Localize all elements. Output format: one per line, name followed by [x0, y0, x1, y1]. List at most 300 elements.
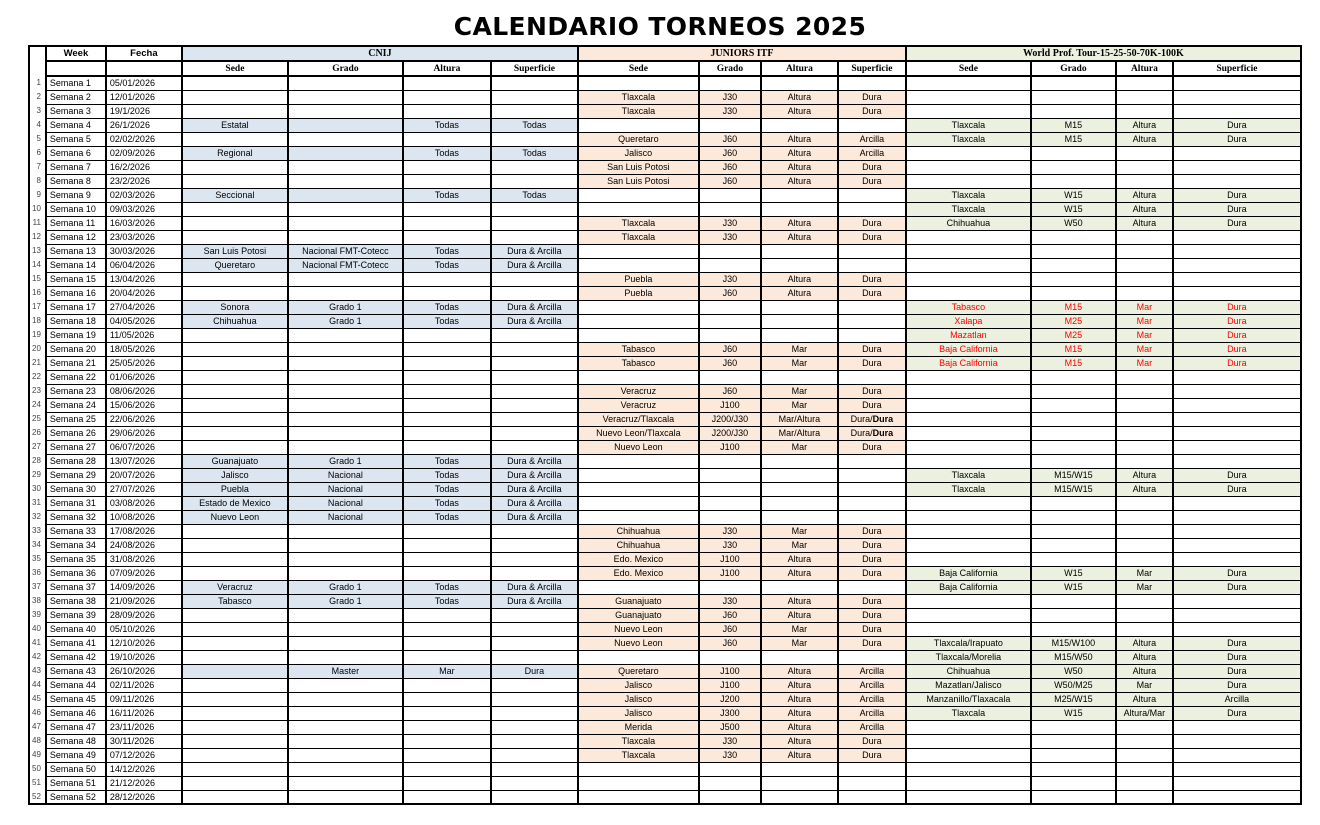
cnij-altura-cell [403, 342, 491, 356]
itf-superficie-cell: Dura [838, 524, 906, 538]
itf-altura-cell: Altura [761, 104, 838, 118]
world-sede-cell [906, 790, 1031, 804]
world-sede-cell: Tlaxcala [906, 482, 1031, 496]
itf-altura-cell [761, 314, 838, 328]
world-grado-cell [1031, 230, 1116, 244]
itf-sede-cell [578, 580, 699, 594]
cnij-sede-cell [182, 202, 288, 216]
sub-header-row [29, 61, 1301, 76]
world-superficie-cell: Dura [1173, 650, 1301, 664]
row-number: 19 [29, 328, 46, 342]
cnij-altura-cell [403, 608, 491, 622]
itf-grado-cell [699, 482, 761, 496]
row-number: 23 [29, 384, 46, 398]
fecha-cell: 06/04/2026 [106, 258, 182, 272]
cnij-sede-cell [182, 720, 288, 734]
cnij-sede-cell: Guanajuato [182, 454, 288, 468]
cnij-altura-cell [403, 720, 491, 734]
world-altura-cell [1116, 244, 1173, 258]
world-grado-cell [1031, 776, 1116, 790]
cnij-altura-header: Altura [403, 61, 491, 76]
itf-sede-cell: Tlaxcala [578, 90, 699, 104]
world-superficie-cell [1173, 90, 1301, 104]
itf-superficie-cell: Dura [838, 608, 906, 622]
world-sede-cell [906, 594, 1031, 608]
world-sede-cell [906, 384, 1031, 398]
itf-altura-cell: Altura [761, 594, 838, 608]
world-sede-cell [906, 104, 1031, 118]
itf-grado-cell: J100 [699, 398, 761, 412]
itf-sede-cell: Puebla [578, 286, 699, 300]
world-superficie-cell: Dura [1173, 356, 1301, 370]
world-grado-cell [1031, 286, 1116, 300]
cnij-sede-cell [182, 440, 288, 454]
cnij-altura-cell: Todas [403, 496, 491, 510]
cnij-sede-cell: Estatal [182, 118, 288, 132]
fecha-cell: 28/09/2026 [106, 608, 182, 622]
fecha-cell: 24/08/2026 [106, 538, 182, 552]
itf-grado-cell: J30 [699, 272, 761, 286]
cnij-superficie-cell [491, 678, 578, 692]
world-sede-cell: Mazatlan/Jalisco [906, 678, 1031, 692]
itf-altura-cell [761, 496, 838, 510]
week-row [29, 244, 1301, 258]
cnij-superficie-cell [491, 412, 578, 426]
world-superficie-cell: Dura [1173, 580, 1301, 594]
row-number: 34 [29, 538, 46, 552]
world-superficie-cell: Dura [1173, 678, 1301, 692]
week-cell: Semana 19 [46, 328, 106, 342]
itf-altura-cell: Mar [761, 384, 838, 398]
row-number: 49 [29, 748, 46, 762]
week-row [29, 538, 1301, 552]
week-row [29, 594, 1301, 608]
itf-sede-cell: Tabasco [578, 356, 699, 370]
cnij-group-header: CNIJ [182, 46, 578, 61]
cnij-altura-cell [403, 370, 491, 384]
itf-grado-cell [699, 650, 761, 664]
itf-grado-cell: J500 [699, 720, 761, 734]
cnij-grado-cell: Grado 1 [288, 594, 403, 608]
itf-altura-cell: Altura [761, 272, 838, 286]
itf-altura-cell [761, 188, 838, 202]
row-number: 43 [29, 664, 46, 678]
world-superficie-cell [1173, 720, 1301, 734]
cnij-superficie-cell [491, 160, 578, 174]
row-number: 11 [29, 216, 46, 230]
itf-superficie-cell: Dura [838, 272, 906, 286]
cnij-grado-cell [288, 440, 403, 454]
cnij-sede-cell [182, 384, 288, 398]
cnij-altura-cell: Todas [403, 482, 491, 496]
row-number: 25 [29, 412, 46, 426]
week-row [29, 664, 1301, 678]
itf-sede-cell: Nuevo Leon [578, 636, 699, 650]
itf-superficie-cell [838, 790, 906, 804]
fecha-cell: 11/05/2026 [106, 328, 182, 342]
row-number: 14 [29, 258, 46, 272]
week-row [29, 650, 1301, 664]
itf-sede-cell [578, 776, 699, 790]
row-number: 22 [29, 370, 46, 384]
itf-grado-cell [699, 468, 761, 482]
itf-superficie-cell [838, 482, 906, 496]
world-sede-cell [906, 286, 1031, 300]
row-number: 15 [29, 272, 46, 286]
itf-sede-cell: Tlaxcala [578, 104, 699, 118]
cnij-sede-cell: Estado de Mexico [182, 496, 288, 510]
cnij-altura-cell: Todas [403, 468, 491, 482]
world-altura-cell: Mar [1116, 328, 1173, 342]
cnij-sede-cell: Nuevo Leon [182, 510, 288, 524]
cnij-altura-cell [403, 524, 491, 538]
world-sede-cell: Chihuahua [906, 664, 1031, 678]
cnij-sede-cell [182, 664, 288, 678]
itf-altura-cell: Mar [761, 622, 838, 636]
week-row [29, 230, 1301, 244]
world-superficie-cell [1173, 622, 1301, 636]
world-altura-cell [1116, 790, 1173, 804]
itf-sede-cell: Jalisco [578, 678, 699, 692]
cnij-sede-cell: Chihuahua [182, 314, 288, 328]
cnij-grado-cell [288, 706, 403, 720]
world-sede-cell [906, 258, 1031, 272]
cnij-superficie-cell: Todas [491, 118, 578, 132]
world-sede-cell [906, 748, 1031, 762]
itf-sede-cell [578, 258, 699, 272]
world-sede-cell [906, 510, 1031, 524]
cnij-superficie-header: Superficie [491, 61, 578, 76]
world-superficie-cell [1173, 524, 1301, 538]
row-number: 4 [29, 118, 46, 132]
week-row [29, 622, 1301, 636]
world-sede-cell [906, 160, 1031, 174]
table-header [29, 46, 1301, 76]
cnij-grado-cell [288, 412, 403, 426]
world-grado-cell: M25 [1031, 328, 1116, 342]
cnij-sede-cell [182, 692, 288, 706]
itf-grado-cell: J60 [699, 622, 761, 636]
cnij-grado-cell [288, 342, 403, 356]
fecha-cell: 06/07/2026 [106, 440, 182, 454]
itf-sede-cell [578, 244, 699, 258]
world-grado-cell: W50/M25 [1031, 678, 1116, 692]
world-altura-cell [1116, 440, 1173, 454]
cnij-superficie-cell [491, 104, 578, 118]
week-row [29, 160, 1301, 174]
row-number: 36 [29, 566, 46, 580]
world-sede-cell [906, 524, 1031, 538]
world-altura-cell: Mar [1116, 342, 1173, 356]
world-grado-cell [1031, 622, 1116, 636]
week-row [29, 90, 1301, 104]
world-sede-cell [906, 608, 1031, 622]
cnij-sede-cell: Veracruz [182, 580, 288, 594]
cnij-superficie-cell [491, 790, 578, 804]
itf-altura-cell [761, 244, 838, 258]
cnij-superficie-cell: Dura & Arcilla [491, 594, 578, 608]
itf-sede-header: Sede [578, 61, 699, 76]
cnij-superficie-cell [491, 398, 578, 412]
world-sede-cell [906, 398, 1031, 412]
week-cell: Semana 39 [46, 608, 106, 622]
itf-grado-cell [699, 762, 761, 776]
world-superficie-cell: Dura [1173, 706, 1301, 720]
row-number: 12 [29, 230, 46, 244]
cnij-sede-cell [182, 230, 288, 244]
world-grado-cell [1031, 552, 1116, 566]
row-number: 13 [29, 244, 46, 258]
row-number: 28 [29, 454, 46, 468]
week-cell: Semana 7 [46, 160, 106, 174]
week-row [29, 118, 1301, 132]
world-grado-cell: W15 [1031, 706, 1116, 720]
itf-grado-cell: J30 [699, 524, 761, 538]
itf-grado-cell: J200/J30 [699, 426, 761, 440]
cnij-superficie-cell [491, 692, 578, 706]
cnij-sede-cell [182, 272, 288, 286]
itf-sede-cell [578, 118, 699, 132]
itf-altura-cell: Altura [761, 692, 838, 706]
itf-superficie-cell [838, 776, 906, 790]
cnij-grado-cell [288, 524, 403, 538]
cnij-grado-cell [288, 104, 403, 118]
world-superficie-cell [1173, 104, 1301, 118]
cnij-sede-cell [182, 734, 288, 748]
week-cell: Semana 31 [46, 496, 106, 510]
world-sede-cell [906, 426, 1031, 440]
cnij-altura-cell: Todas [403, 258, 491, 272]
itf-grado-cell: J200 [699, 692, 761, 706]
cnij-grado-cell [288, 174, 403, 188]
world-grado-cell: W15 [1031, 580, 1116, 594]
gutter-spacer [29, 61, 46, 76]
cnij-grado-cell: Master [288, 664, 403, 678]
itf-superficie-cell: Dura/Dura [838, 426, 906, 440]
cnij-grado-header: Grado [288, 61, 403, 76]
fecha-cell: 14/12/2026 [106, 762, 182, 776]
row-number: 35 [29, 552, 46, 566]
cnij-grado-cell [288, 202, 403, 216]
cnij-superficie-cell [491, 342, 578, 356]
world-grado-cell [1031, 720, 1116, 734]
cnij-sede-cell [182, 790, 288, 804]
cnij-altura-cell [403, 552, 491, 566]
week-cell: Semana 3 [46, 104, 106, 118]
cnij-superficie-cell [491, 552, 578, 566]
week-cell: Semana 25 [46, 412, 106, 426]
cnij-altura-cell [403, 538, 491, 552]
itf-superficie-cell: Dura [838, 286, 906, 300]
itf-grado-cell: J60 [699, 608, 761, 622]
world-altura-cell: Mar [1116, 314, 1173, 328]
cnij-superficie-cell: Todas [491, 146, 578, 160]
week-cell: Semana 27 [46, 440, 106, 454]
world-sede-cell [906, 622, 1031, 636]
itf-grado-cell [699, 776, 761, 790]
week-cell: Semana 37 [46, 580, 106, 594]
week-cell: Semana 5 [46, 132, 106, 146]
itf-altura-cell: Altura [761, 146, 838, 160]
itf-altura-cell: Altura [761, 566, 838, 580]
itf-altura-cell [761, 762, 838, 776]
row-number: 5 [29, 132, 46, 146]
world-superficie-cell [1173, 258, 1301, 272]
row-number: 38 [29, 594, 46, 608]
world-sede-cell: Baja California [906, 342, 1031, 356]
cnij-sede-cell: Seccional [182, 188, 288, 202]
itf-altura-cell: Altura [761, 706, 838, 720]
world-superficie-cell: Dura [1173, 342, 1301, 356]
week-cell: Semana 52 [46, 790, 106, 804]
cnij-superficie-cell [491, 524, 578, 538]
itf-grado-cell: J30 [699, 216, 761, 230]
itf-altura-cell: Altura [761, 552, 838, 566]
row-number: 39 [29, 608, 46, 622]
itf-superficie-cell [838, 468, 906, 482]
world-grado-cell: W50 [1031, 216, 1116, 230]
itf-altura-cell [761, 510, 838, 524]
cnij-sede-cell: Tabasco [182, 594, 288, 608]
world-sede-cell: Tabasco [906, 300, 1031, 314]
cnij-superficie-cell [491, 216, 578, 230]
cnij-altura-cell: Todas [403, 594, 491, 608]
fecha-cell: 30/03/2026 [106, 244, 182, 258]
world-altura-cell [1116, 538, 1173, 552]
world-altura-cell: Altura [1116, 216, 1173, 230]
group-header-row [29, 46, 1301, 61]
world-altura-cell [1116, 622, 1173, 636]
world-superficie-cell: Dura [1173, 216, 1301, 230]
world-grado-cell: M15/W50 [1031, 650, 1116, 664]
itf-grado-cell [699, 314, 761, 328]
itf-superficie-cell: Dura [838, 622, 906, 636]
calendar-body [29, 76, 1301, 804]
itf-altura-cell: Altura [761, 90, 838, 104]
itf-grado-cell: J60 [699, 356, 761, 370]
world-sede-cell: Manzanillo/Tlaxacala [906, 692, 1031, 706]
cnij-superficie-cell: Dura & Arcilla [491, 482, 578, 496]
week-row [29, 566, 1301, 580]
itf-sede-cell [578, 202, 699, 216]
cnij-grado-cell [288, 748, 403, 762]
week-cell: Semana 9 [46, 188, 106, 202]
world-grado-cell [1031, 454, 1116, 468]
cnij-grado-cell [288, 552, 403, 566]
cnij-sede-cell [182, 762, 288, 776]
cnij-altura-cell [403, 160, 491, 174]
world-superficie-cell: Dura [1173, 328, 1301, 342]
itf-superficie-cell [838, 314, 906, 328]
row-number: 20 [29, 342, 46, 356]
itf-sede-cell: San Luis Potosi [578, 160, 699, 174]
itf-grado-cell: J30 [699, 748, 761, 762]
week-cell: Semana 29 [46, 468, 106, 482]
itf-sede-cell: Tlaxcala [578, 216, 699, 230]
world-grado-cell [1031, 244, 1116, 258]
itf-superficie-cell: Dura [838, 230, 906, 244]
itf-superficie-cell: Dura [838, 594, 906, 608]
world-sede-cell: Tlaxcala [906, 468, 1031, 482]
world-superficie-cell [1173, 370, 1301, 384]
cnij-superficie-cell [491, 272, 578, 286]
cnij-superficie-cell: Dura & Arcilla [491, 496, 578, 510]
fecha-cell: 27/04/2026 [106, 300, 182, 314]
row-number: 50 [29, 762, 46, 776]
itf-sede-cell: Guanajuato [578, 608, 699, 622]
week-cell: Semana 22 [46, 370, 106, 384]
itf-sede-cell: Veracruz [578, 398, 699, 412]
cnij-altura-cell [403, 748, 491, 762]
world-altura-cell [1116, 160, 1173, 174]
cnij-sede-cell [182, 524, 288, 538]
cnij-grado-cell [288, 356, 403, 370]
itf-altura-cell [761, 328, 838, 342]
cnij-grado-cell [288, 622, 403, 636]
cnij-grado-cell: Nacional [288, 496, 403, 510]
world-altura-cell: Altura [1116, 636, 1173, 650]
world-altura-cell [1116, 524, 1173, 538]
cnij-grado-cell: Grado 1 [288, 300, 403, 314]
itf-superficie-cell: Dura [838, 398, 906, 412]
itf-grado-cell [699, 202, 761, 216]
cnij-sede-cell [182, 412, 288, 426]
cnij-superficie-cell [491, 762, 578, 776]
world-superficie-cell [1173, 776, 1301, 790]
week-cell: Semana 26 [46, 426, 106, 440]
world-altura-cell: Altura [1116, 132, 1173, 146]
itf-sede-cell: Tlaxcala [578, 748, 699, 762]
fecha-cell: 13/07/2026 [106, 454, 182, 468]
world-superficie-cell [1173, 230, 1301, 244]
fecha-cell: 16/2/2026 [106, 160, 182, 174]
itf-superficie-cell: Dura [838, 174, 906, 188]
row-number: 37 [29, 580, 46, 594]
row-number: 41 [29, 636, 46, 650]
itf-superficie-header: Superficie [838, 61, 906, 76]
world-sede-cell: Tlaxcala/Morelia [906, 650, 1031, 664]
fecha-cell: 28/12/2026 [106, 790, 182, 804]
week-row [29, 300, 1301, 314]
week-row [29, 146, 1301, 160]
cnij-altura-cell [403, 174, 491, 188]
row-number: 1 [29, 76, 46, 90]
cnij-sede-cell [182, 398, 288, 412]
world-altura-cell [1116, 76, 1173, 90]
cnij-grado-cell: Nacional FMT-Cotecc [288, 244, 403, 258]
cnij-superficie-cell [491, 748, 578, 762]
world-altura-cell: Mar [1116, 356, 1173, 370]
row-number: 17 [29, 300, 46, 314]
world-altura-cell [1116, 552, 1173, 566]
itf-grado-cell [699, 118, 761, 132]
cnij-grado-cell [288, 188, 403, 202]
itf-altura-cell [761, 370, 838, 384]
world-sede-cell: Tlaxcala [906, 118, 1031, 132]
fecha-cell: 14/09/2026 [106, 580, 182, 594]
week-row [29, 678, 1301, 692]
cnij-sede-cell [182, 370, 288, 384]
cnij-grado-cell [288, 692, 403, 706]
row-number: 10 [29, 202, 46, 216]
cnij-sede-cell [182, 636, 288, 650]
itf-altura-cell: Altura [761, 664, 838, 678]
cnij-superficie-cell: Dura & Arcilla [491, 258, 578, 272]
week-row [29, 482, 1301, 496]
row-number: 31 [29, 496, 46, 510]
week-row [29, 636, 1301, 650]
itf-altura-cell: Altura [761, 132, 838, 146]
